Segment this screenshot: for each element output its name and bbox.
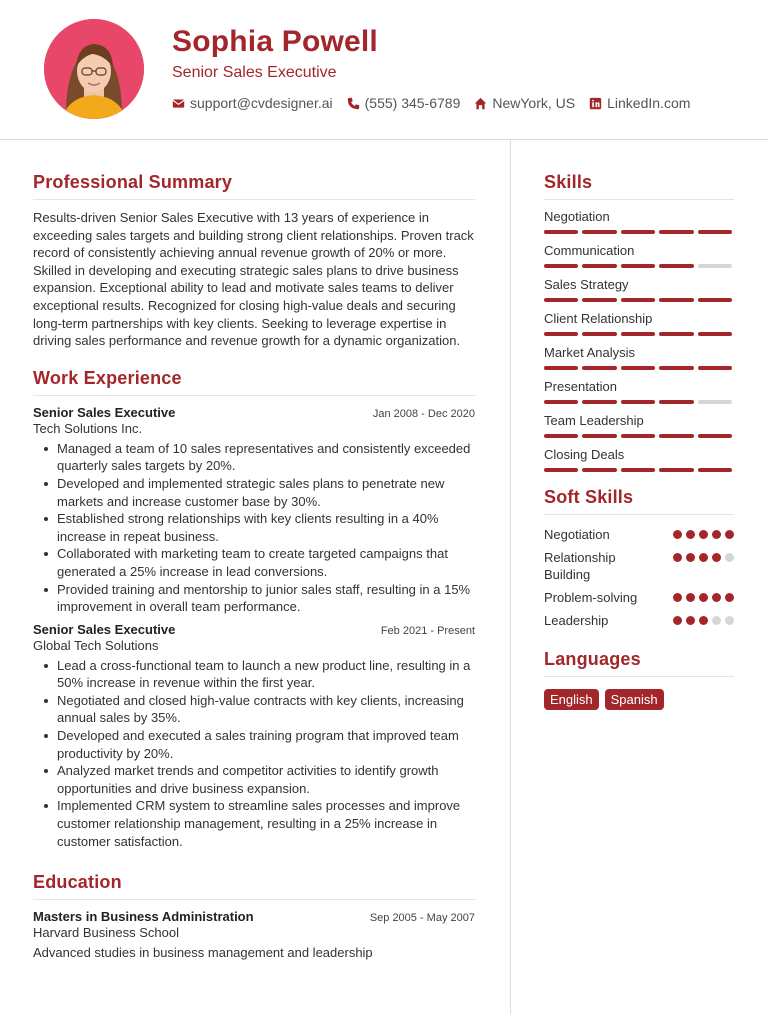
- rating-dot: [686, 553, 695, 562]
- education-heading: Education: [33, 872, 475, 900]
- soft-skills-list: [544, 526, 734, 629]
- rating-dot: [686, 616, 695, 625]
- rating-dot: [699, 593, 708, 602]
- skill-level-bar: [544, 434, 734, 438]
- contact-list: [172, 95, 690, 111]
- soft-skill-name: Negotiation: [544, 527, 610, 542]
- envelope-icon: [172, 97, 185, 110]
- rating-dot: [725, 593, 734, 602]
- rating-dot: [699, 616, 708, 625]
- rating-dot: [699, 553, 708, 562]
- skill-name: Client Relationship: [544, 311, 653, 326]
- experience-section: [33, 368, 475, 850]
- skill-level-segment: [659, 366, 693, 370]
- skill-name: Team Leadership: [544, 413, 644, 428]
- skill-level-bar: [544, 400, 734, 404]
- rating-dot: [699, 530, 708, 539]
- skill-name: Closing Deals: [544, 447, 625, 462]
- skill-level-segment: [659, 298, 693, 302]
- skill-item: [544, 447, 734, 472]
- column-divider: [510, 140, 511, 1014]
- skill-level-bar: [544, 468, 734, 472]
- soft-skill-item: [544, 526, 734, 543]
- skill-level-segment: [659, 434, 693, 438]
- job-bullet: Collaborated with marketing team to create targeted campaigns that generated a 25% increase in lead conversions.: [33, 545, 475, 580]
- job-bullets: [33, 657, 475, 851]
- phone-icon: [347, 97, 360, 110]
- profile-photo: [44, 19, 144, 119]
- skill-level-segment: [698, 468, 732, 472]
- skill-item: [544, 209, 734, 234]
- skill-level-bar: [544, 264, 734, 268]
- skill-level-segment: [544, 434, 578, 438]
- skill-level-segment: [621, 400, 655, 404]
- soft-skill-rating: [673, 593, 734, 602]
- soft-skills-section: [544, 487, 734, 629]
- soft-skill-rating: [673, 530, 734, 539]
- job-role: Senior Sales Executive: [33, 621, 176, 637]
- job-date: Jan 2008 - Dec 2020: [372, 407, 475, 420]
- skill-item: [544, 311, 734, 336]
- rating-dot: [712, 530, 721, 539]
- skill-level-segment: [621, 468, 655, 472]
- skills-heading: Skills: [544, 172, 734, 200]
- soft-skills-heading: Soft Skills: [544, 487, 734, 515]
- job-entry: [33, 405, 475, 616]
- soft-skill-name: Relationship Building: [544, 550, 616, 582]
- languages-section: [544, 649, 734, 710]
- skill-level-segment: [621, 298, 655, 302]
- skill-level-segment: [659, 400, 693, 404]
- skill-level-bar: [544, 298, 734, 302]
- skill-level-segment: [544, 230, 578, 234]
- education-description: Advanced studies in business management and leadership: [33, 945, 373, 961]
- skill-name: Market Analysis: [544, 345, 636, 360]
- soft-skill-rating: [673, 553, 734, 562]
- rating-dot: [673, 593, 682, 602]
- skill-level-segment: [659, 468, 693, 472]
- skill-item: [544, 413, 734, 438]
- skill-level-segment: [582, 434, 616, 438]
- rating-dot: [712, 593, 721, 602]
- rating-dot: [712, 616, 721, 625]
- rating-dot: [673, 616, 682, 625]
- skill-item: [544, 345, 734, 370]
- skill-level-segment: [582, 400, 616, 404]
- skill-level-segment: [544, 366, 578, 370]
- skill-level-segment: [582, 468, 616, 472]
- contact-location: [474, 95, 575, 111]
- job-bullet: Established strong relationships with key clients resulting in a 40% increase in repeat business.: [33, 510, 475, 545]
- skill-level-segment: [621, 332, 655, 336]
- contact-location-text: NewYork, US: [492, 95, 576, 111]
- skill-level-bar: [544, 366, 734, 370]
- skill-level-segment: [698, 434, 732, 438]
- contact-phone-text: (555) 345-6789: [364, 95, 461, 111]
- skill-level-segment: [544, 468, 578, 472]
- skill-item: [544, 243, 734, 268]
- skill-item: [544, 379, 734, 404]
- skill-level-segment: [621, 264, 655, 268]
- skill-level-segment: [544, 264, 578, 268]
- skill-level-segment: [621, 366, 655, 370]
- soft-skill-name: Leadership: [544, 613, 609, 628]
- skill-level-segment: [621, 434, 655, 438]
- summary-section: [33, 172, 475, 350]
- job-company: Global Tech Solutions: [33, 637, 159, 653]
- skill-level-segment: [582, 366, 616, 370]
- soft-skill-rating: [673, 616, 734, 625]
- education-degree: Masters in Business Administration: [33, 909, 254, 925]
- soft-skill-item: [544, 549, 734, 583]
- skill-name: Presentation: [544, 379, 617, 394]
- skill-level-segment: [544, 298, 578, 302]
- skill-level-segment: [698, 298, 732, 302]
- soft-skill-name: Problem-solving: [544, 590, 638, 605]
- language-list: [544, 689, 734, 710]
- job-entry: [33, 622, 475, 851]
- language-tag: English: [544, 689, 599, 710]
- contact-linkedin-text: LinkedIn.com: [607, 95, 691, 111]
- skill-level-segment: [659, 264, 693, 268]
- rating-dot: [725, 553, 734, 562]
- job-bullet: Provided training and mentorship to junior sales staff, resulting in a 15% improvement in overall team performance.: [33, 581, 475, 616]
- job-bullet: Implemented CRM system to streamline sales processes and improve customer relationship management, resulting in a 25% increase in customer satisfaction.: [33, 797, 475, 850]
- skill-level-segment: [582, 298, 616, 302]
- skill-level-bar: [544, 230, 734, 234]
- languages-heading: Languages: [544, 649, 734, 677]
- job-bullet: Developed and executed a sales training program that improved team productivity by 20%.: [33, 727, 475, 762]
- job-bullet: Lead a cross-functional team to launch a new product line, resulting in a 50% increase in revenue within the first year.: [33, 657, 475, 692]
- skill-name: Sales Strategy: [544, 277, 629, 292]
- job-bullet: Developed and implemented strategic sales plans to penetrate new markets and increase customer base by 30%.: [33, 475, 475, 510]
- skill-level-segment: [659, 332, 693, 336]
- skill-level-segment: [698, 400, 732, 404]
- experience-heading: Work Experience: [33, 368, 475, 396]
- skill-level-bar: [544, 332, 734, 336]
- rating-dot: [686, 593, 695, 602]
- skill-level-segment: [698, 230, 732, 234]
- skill-level-segment: [698, 264, 732, 268]
- skill-level-segment: [582, 264, 616, 268]
- candidate-name: Sophia Powell: [172, 25, 378, 58]
- skill-name: Negotiation: [544, 209, 610, 224]
- skill-level-segment: [582, 230, 616, 234]
- home-icon: [474, 97, 487, 110]
- rating-dot: [712, 553, 721, 562]
- skill-name: Communication: [544, 243, 635, 258]
- soft-skill-item: [544, 589, 734, 606]
- skill-level-segment: [544, 400, 578, 404]
- job-bullet: Analyzed market trends and competitor activities to identify growth opportunities and drive business expansion.: [33, 762, 475, 797]
- contact-email[interactable]: [172, 95, 333, 111]
- sidebar-column: [544, 172, 734, 710]
- main-column: [33, 172, 475, 962]
- skill-level-segment: [659, 230, 693, 234]
- contact-linkedin[interactable]: [589, 95, 690, 111]
- education-school: Harvard Business School: [33, 925, 179, 941]
- rating-dot: [725, 616, 734, 625]
- summary-text: Results-driven Senior Sales Executive with 13 years of experience in exceeding sales targets and building strong client relationships. Proven track record of consistently achieving annual revenue growth of 20% or more. Skilled in developing and executing strategic sales plans to drive business expansion. Exceptional ability to lead and motivate sales teams to deliver exceptional results. Recognized for closing high-value deals and securing long-term partnerships with key clients. Seeking to leverage expertise in driving sales performance and revenue growth for a dynamic organization.: [33, 210, 474, 349]
- summary-heading: Professional Summary: [33, 172, 475, 200]
- rating-dot: [673, 530, 682, 539]
- resume-header: [0, 0, 768, 140]
- job-bullet: Negotiated and closed high-value contracts with key clients, increasing annual sales by 35%.: [33, 692, 475, 727]
- skill-level-segment: [621, 230, 655, 234]
- skill-level-segment: [582, 332, 616, 336]
- skill-level-segment: [544, 332, 578, 336]
- skills-section: [544, 172, 734, 472]
- rating-dot: [686, 530, 695, 539]
- job-date: Feb 2021 - Present: [380, 624, 475, 637]
- education-section: [33, 872, 475, 962]
- education-date: Sep 2005 - May 2007: [369, 912, 475, 925]
- skills-list: [544, 209, 734, 472]
- contact-email-text: support@cvdesigner.ai: [190, 95, 333, 111]
- job-bullets: [33, 440, 475, 616]
- skill-level-segment: [698, 332, 732, 336]
- rating-dot: [725, 530, 734, 539]
- soft-skill-item: [544, 612, 734, 629]
- job-bullet: Managed a team of 10 sales representatives and consistently exceeded quarterly sales targets by 20%.: [33, 440, 475, 475]
- linkedin-icon: [589, 97, 602, 110]
- job-role: Senior Sales Executive: [33, 404, 176, 420]
- candidate-title: Senior Sales Executive: [172, 64, 337, 81]
- skill-level-segment: [698, 366, 732, 370]
- rating-dot: [673, 553, 682, 562]
- skill-item: [544, 277, 734, 302]
- job-company: Tech Solutions Inc.: [33, 420, 143, 436]
- language-tag: Spanish: [605, 689, 664, 710]
- contact-phone[interactable]: [347, 95, 461, 111]
